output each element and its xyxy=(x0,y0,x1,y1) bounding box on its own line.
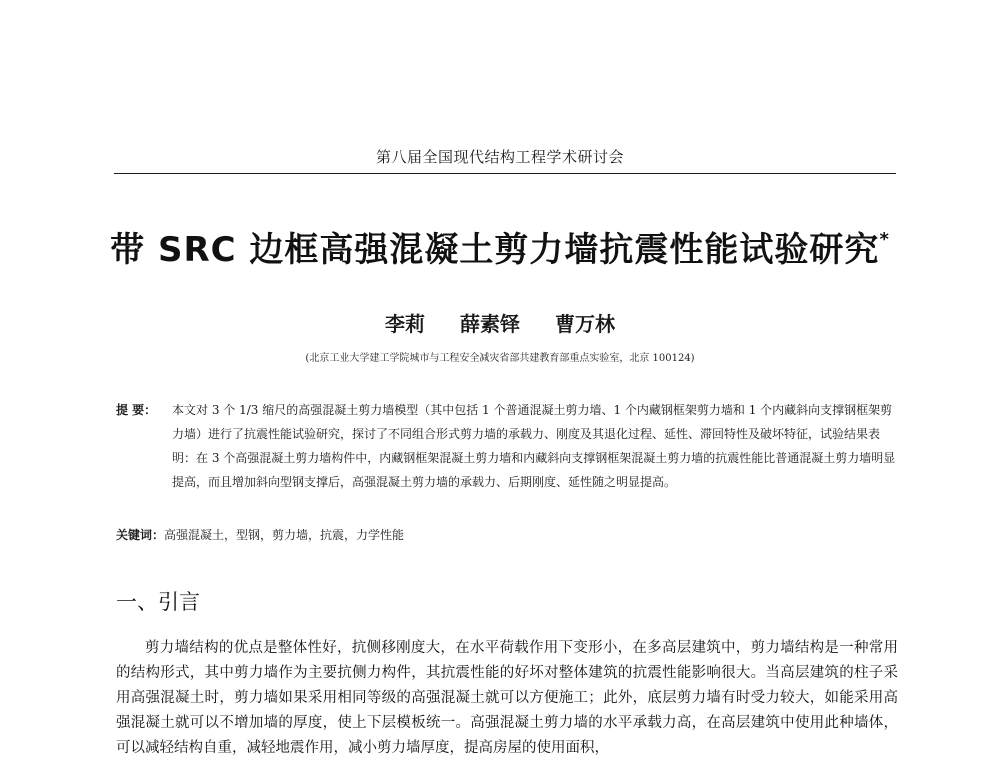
header-rule xyxy=(114,173,896,174)
running-header: 第八届全国现代结构工程学术研讨会 xyxy=(375,148,624,166)
section-heading: 一、引言 xyxy=(116,590,200,614)
abstract xyxy=(116,398,896,494)
paper-title xyxy=(0,222,1000,271)
author-affiliation: (北京工业大学建工学院城市与工程安全减灾省部共建教育部重点实验室，北京 100124) xyxy=(305,353,695,364)
keywords-text: 高强混凝土，型钢，剪力墙，抗震，力学性能 xyxy=(164,528,405,542)
body-paragraph: 剪力墙结构的优点是整体性好，抗侧移刚度大，在水平荷载作用下变形小，在多高层建筑中，剪力墙结构是一种常用的结构形式，其中剪力墙作为主要抗侧力构件，其抗震性能的好坏对整体建筑的抗震性能影响很大。当高层建筑的柱子采用高强混凝土时，剪力墙如果采用相同等级的高强混凝土就可以方便施工；此外，底层剪力墙有时受力较大，如能采用高强混凝土就可以不增加墙的厚度，使上下层模板统一。高强混凝土剪力墙的水平承载力高，在高层建筑中使用此种墙体，可以减轻结构自重，减轻地震作用，减小剪力墙厚度，提高房屋的使用面积， xyxy=(116,640,898,756)
abstract-text: 本文对 3 个 1/3 缩尺的高强混凝土剪力墙模型（其中包括 1 个普通混凝土剪力墙、1 个内藏钢框架剪力墙和 1 个内藏斜向支撑钢框架剪力墙）进行了抗震性能试验研究，探讨了不同组合形式剪力墙的承载力、刚度及其退化过程、延性、滞回特性及破坏特征，试验结果表明：在 3 个高强混凝土剪力墙构件中，内藏钢框架混凝土剪力墙和内藏斜向支撑钢框架混凝土剪力墙的抗震性能比普通混凝土剪力墙明显提高，而且增加斜向型钢支撑后，高强混凝土剪力墙的承载力、后期刚度、延性随之明显提高。 xyxy=(172,403,896,489)
author-list xyxy=(0,308,1000,337)
author-name: 李莉 xyxy=(385,312,426,336)
title-footnote-marker: * xyxy=(879,228,890,250)
author-name: 薛素铎 xyxy=(460,312,520,336)
keywords xyxy=(116,523,896,547)
paper-title-text: 带 SRC 边框高强混凝土剪力墙抗震性能试验研究 xyxy=(110,230,880,270)
keywords-label: 关键词： xyxy=(116,528,165,542)
abstract-label: 提 要： xyxy=(116,403,157,417)
author-name: 曹万林 xyxy=(554,312,615,336)
